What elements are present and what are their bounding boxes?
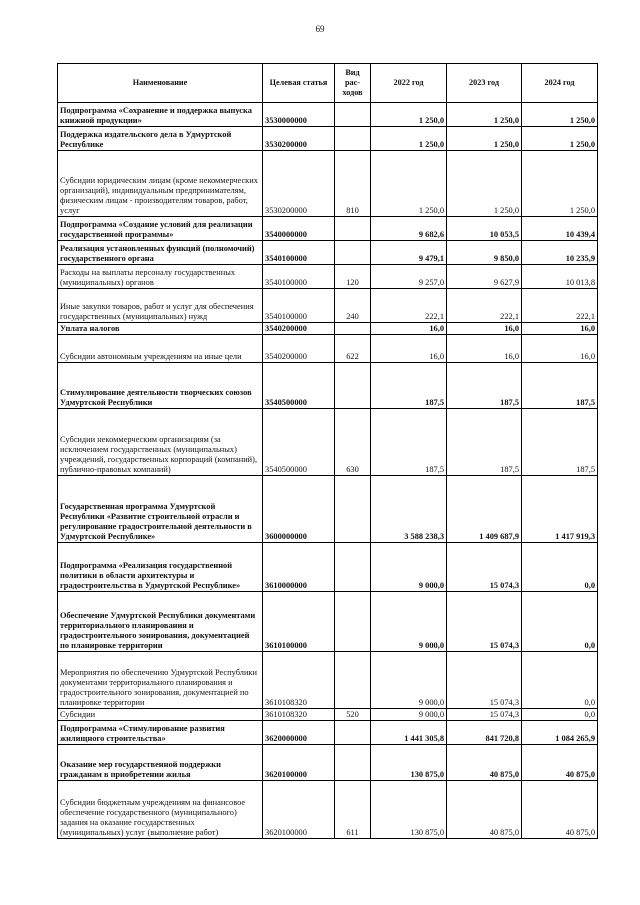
row-value-2022: 1 441 305,8 (371, 721, 447, 745)
table-row (58, 265, 598, 289)
row-target-article: 3540000000 (263, 217, 335, 241)
header-name: Наименование (58, 64, 263, 103)
row-target-article: 3620000000 (263, 721, 335, 745)
row-value-2023: 15 074,3 (447, 543, 522, 592)
table-row (58, 592, 598, 652)
row-name: Обеспечение Удмуртской Республики документами территориального планирования и градостроительного зонирования, документацией по планировке территории (58, 592, 263, 652)
row-expense-type: 120 (335, 265, 371, 289)
row-value-2023: 9 850,0 (447, 241, 522, 265)
row-value-2024: 10 013,8 (522, 265, 598, 289)
row-value-2022: 16,0 (371, 335, 447, 363)
row-value-2023: 841 720,8 (447, 721, 522, 745)
row-expense-type: 520 (335, 709, 371, 721)
row-value-2022: 222,1 (371, 289, 447, 323)
row-value-2024: 222,1 (522, 289, 598, 323)
row-value-2022: 3 588 238,3 (371, 476, 447, 543)
row-value-2023: 15 074,3 (447, 709, 522, 721)
table-row (58, 709, 598, 721)
row-expense-type (335, 241, 371, 265)
row-target-article: 3620100000 (263, 781, 335, 839)
row-value-2022: 1 250,0 (371, 127, 447, 151)
row-name: Субсидии (58, 709, 263, 721)
row-value-2022: 9 257,0 (371, 265, 447, 289)
table-row (58, 745, 598, 781)
row-name: Подпрограмма «Реализация государственной политики в области архитектуры и градостроительства в Удмуртской Республике» (58, 543, 263, 592)
row-value-2022: 130 875,0 (371, 745, 447, 781)
row-value-2023: 187,5 (447, 363, 522, 409)
row-value-2024: 0,0 (522, 543, 598, 592)
row-target-article: 3610108320 (263, 709, 335, 721)
row-value-2024: 16,0 (522, 323, 598, 335)
header-year-2022: 2022 год (371, 64, 447, 103)
row-name: Расходы на выплаты персоналу государственных (муниципальных) органов (58, 265, 263, 289)
table-row (58, 476, 598, 543)
header-year-2024: 2024 год (522, 64, 598, 103)
row-name: Подпрограмма «Стимулирование развития жилищного строительства» (58, 721, 263, 745)
row-expense-type (335, 103, 371, 127)
row-target-article: 3540100000 (263, 241, 335, 265)
row-expense-type (335, 652, 371, 709)
row-target-article: 3530200000 (263, 127, 335, 151)
row-expense-type (335, 745, 371, 781)
table-row (58, 289, 598, 323)
row-value-2023: 16,0 (447, 323, 522, 335)
row-target-article: 3540500000 (263, 409, 335, 476)
row-target-article: 3620100000 (263, 745, 335, 781)
row-value-2023: 40 875,0 (447, 781, 522, 839)
row-value-2023: 187,5 (447, 409, 522, 476)
header-target-article: Целевая статья (263, 64, 335, 103)
row-expense-type (335, 721, 371, 745)
row-value-2024: 40 875,0 (522, 745, 598, 781)
row-target-article: 3540200000 (263, 323, 335, 335)
row-value-2024: 0,0 (522, 709, 598, 721)
table-row (58, 721, 598, 745)
header-expense-type: Вид рас-ходов (335, 64, 371, 103)
row-name: Поддержка издательского дела в Удмуртской Республике (58, 127, 263, 151)
header-year-2023: 2023 год (447, 64, 522, 103)
table-row (58, 151, 598, 217)
row-value-2023: 15 074,3 (447, 652, 522, 709)
row-value-2024: 187,5 (522, 363, 598, 409)
row-value-2023: 1 250,0 (447, 151, 522, 217)
row-expense-type: 630 (335, 409, 371, 476)
row-value-2022: 187,5 (371, 409, 447, 476)
row-name: Субсидии юридическим лицам (кроме некоммерческих организаций), индивидуальным предпринимателям, физическим лицам - производителям товаров, работ, услуг (58, 151, 263, 217)
row-name: Уплата налогов (58, 323, 263, 335)
table-row (58, 543, 598, 592)
row-target-article: 3530000000 (263, 103, 335, 127)
row-expense-type (335, 217, 371, 241)
row-expense-type (335, 323, 371, 335)
row-name: Субсидии некоммерческим организациям (за исключением государственных (муниципальных) учреждений, государственных корпораций (компаний), публично-правовых компаний) (58, 409, 263, 476)
table-header-row (58, 64, 598, 103)
row-value-2023: 10 053,5 (447, 217, 522, 241)
table-row (58, 127, 598, 151)
row-expense-type (335, 127, 371, 151)
row-value-2022: 9 000,0 (371, 652, 447, 709)
row-name: Мероприятия по обеспечению Удмуртской Республики документами территориального планирования и градостроительного зонирования, документацией по планировке территории (58, 652, 263, 709)
row-target-article: 3610000000 (263, 543, 335, 592)
row-name: Подпрограмма «Сохранение и поддержка выпуска книжной продукции» (58, 103, 263, 127)
row-expense-type: 622 (335, 335, 371, 363)
row-expense-type: 611 (335, 781, 371, 839)
table-row (58, 363, 598, 409)
row-value-2022: 16,0 (371, 323, 447, 335)
row-value-2024: 187,5 (522, 409, 598, 476)
row-value-2023: 1 250,0 (447, 103, 522, 127)
row-expense-type (335, 592, 371, 652)
table-row (58, 217, 598, 241)
row-expense-type: 240 (335, 289, 371, 323)
table-row (58, 241, 598, 265)
row-value-2023: 40 875,0 (447, 745, 522, 781)
row-value-2022: 9 682,6 (371, 217, 447, 241)
row-name: Иные закупки товаров, работ и услуг для обеспечения государственных (муниципальных) нужд (58, 289, 263, 323)
row-value-2022: 1 250,0 (371, 151, 447, 217)
row-value-2024: 10 439,4 (522, 217, 598, 241)
row-expense-type: 810 (335, 151, 371, 217)
row-value-2022: 9 000,0 (371, 709, 447, 721)
row-name: Субсидии автономным учреждениям на иные цели (58, 335, 263, 363)
table-row (58, 409, 598, 476)
row-expense-type (335, 363, 371, 409)
page-number: 69 (315, 24, 325, 34)
row-name: Стимулирование деятельности творческих союзов Удмуртской Республики (58, 363, 263, 409)
row-value-2022: 9 000,0 (371, 592, 447, 652)
row-name: Подпрограмма «Создание условий для реализации государственной программы» (58, 217, 263, 241)
row-target-article: 3610100000 (263, 592, 335, 652)
row-value-2022: 9 000,0 (371, 543, 447, 592)
row-expense-type (335, 543, 371, 592)
row-name: Государственная программа Удмуртской Республики «Развитие строительной отрасли и регулирование градостроительной деятельности в Удмуртской Республике» (58, 476, 263, 543)
table-row (58, 323, 598, 335)
row-value-2023: 16,0 (447, 335, 522, 363)
row-value-2024: 1 250,0 (522, 151, 598, 217)
row-value-2023: 15 074,3 (447, 592, 522, 652)
row-target-article: 3540500000 (263, 363, 335, 409)
row-name: Субсидии бюджетным учреждениям на финансовое обеспечение государственного (муниципального) задания на оказание государственных (муниципальных) услуг (выполнение работ) (58, 781, 263, 839)
row-value-2022: 1 250,0 (371, 103, 447, 127)
row-target-article: 3540100000 (263, 265, 335, 289)
row-value-2024: 1 250,0 (522, 127, 598, 151)
row-value-2024: 1 417 919,3 (522, 476, 598, 543)
row-value-2022: 9 479,1 (371, 241, 447, 265)
row-target-article: 3540200000 (263, 335, 335, 363)
row-expense-type (335, 476, 371, 543)
row-value-2024: 10 235,9 (522, 241, 598, 265)
row-value-2024: 1 084 265,9 (522, 721, 598, 745)
table-row (58, 652, 598, 709)
row-value-2022: 187,5 (371, 363, 447, 409)
row-value-2023: 1 409 687,9 (447, 476, 522, 543)
row-value-2023: 1 250,0 (447, 127, 522, 151)
row-value-2024: 0,0 (522, 592, 598, 652)
row-target-article: 3540100000 (263, 289, 335, 323)
row-name: Реализация установленных функций (полномочий) государственного органа (58, 241, 263, 265)
budget-table (57, 63, 598, 839)
row-target-article: 3610108320 (263, 652, 335, 709)
row-name: Оказание мер государственной поддержки гражданам в приобретении жилья (58, 745, 263, 781)
row-value-2024: 40 875,0 (522, 781, 598, 839)
row-value-2024: 1 250,0 (522, 103, 598, 127)
row-value-2023: 9 627,9 (447, 265, 522, 289)
table-row (58, 103, 598, 127)
row-target-article: 3530200000 (263, 151, 335, 217)
table-row (58, 781, 598, 839)
row-value-2022: 130 875,0 (371, 781, 447, 839)
row-value-2024: 0,0 (522, 652, 598, 709)
row-value-2024: 16,0 (522, 335, 598, 363)
table-row (58, 335, 598, 363)
row-value-2023: 222,1 (447, 289, 522, 323)
row-target-article: 3600000000 (263, 476, 335, 543)
